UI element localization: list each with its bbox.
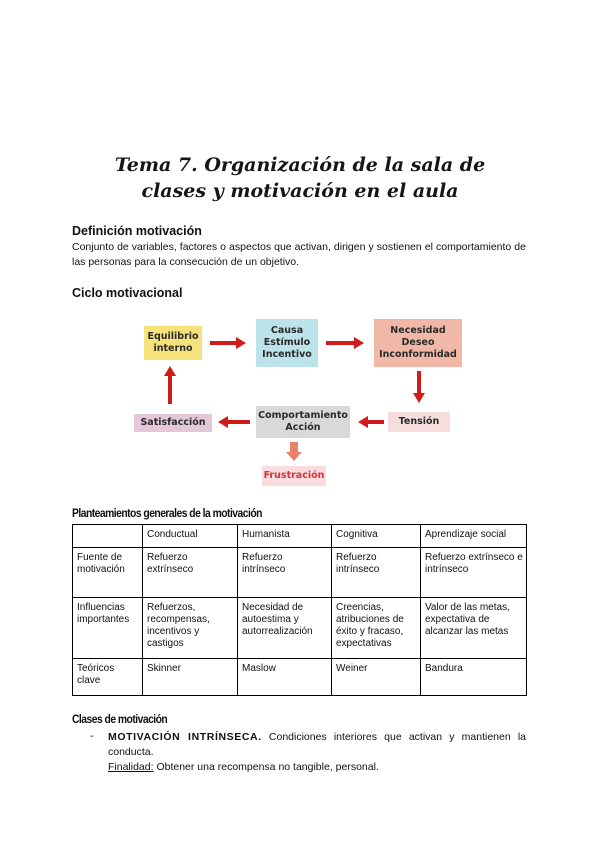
clases-heading: Clases de motivación [72,712,168,726]
finalidad-label: Finalidad: [108,761,154,773]
definicion-text: Conjunto de variables, factores o aspectos que activan, dirigen y sostienen el comportamiento de las personas para la consecución de un objetivo. [72,241,526,268]
definicion-heading: Definición motivación [72,224,202,238]
list-item [108,730,526,760]
table-cell: Refuerzo intrínseco [238,548,332,598]
node-frustracion: Frustración [262,466,326,486]
node-equilibrio-l1: Equilibrio [147,331,199,342]
table-header-cell [73,525,143,548]
table-cell: Skinner [143,659,238,696]
table-cell: Weiner [332,659,421,696]
table-cell: Valor de las metas, expectativa de alcanzar las metas [421,598,527,659]
node-causa [256,319,318,367]
table-cell: Refuerzo extrínseco [143,548,238,598]
page-title [100,152,500,204]
list-item-label: MOTIVACIÓN INTRÍNSECA. [108,731,262,743]
node-comportamiento-l2: Acción [285,422,321,433]
table-cell: Creencias, atribuciones de éxito y fracaso, expectativas [332,598,421,659]
node-satisfaccion: Satisfacción [134,414,212,432]
table-cell: Necesidad de autoestima y autorrealización [238,598,332,659]
table-row [73,548,527,598]
table-cell: Bandura [421,659,527,696]
node-necesidad [374,319,462,367]
table-cell: Refuerzos, recompensas, incentivos y castigos [143,598,238,659]
table-cell: Fuente de motivación [73,548,143,598]
table-header-row [73,525,527,548]
node-causa-l3: Incentivo [262,349,312,360]
list-bullet: - [90,730,94,742]
finalidad-text: Obtener una recompensa no tangible, personal. [153,761,379,773]
node-necesidad-l3: Inconformidad [379,349,457,360]
table-header-cell: Conductual [143,525,238,548]
table-header-cell: Humanista [238,525,332,548]
title-line-2: clases y motivación en el aula [141,180,459,202]
table-row [73,659,527,696]
table-cell: Refuerzo extrínseco e intrínseco [421,548,527,598]
ciclo-heading: Ciclo motivacional [72,286,183,300]
table-cell: Influencias importantes [73,598,143,659]
node-comportamiento [256,406,350,438]
node-comportamiento-l1: Comportamiento [258,410,348,421]
title-line-1: Tema 7. Organización de la sala de [114,154,486,176]
table-header-cell: Cognitiva [332,525,421,548]
finalidad [108,760,379,775]
list-item-text: Condiciones interiores que activan y mantienen la conducta. [108,731,526,758]
table-header-cell: Aprendizaje social [421,525,527,548]
node-equilibrio [144,326,202,360]
node-tension: Tensión [388,412,450,432]
node-necesidad-l2: Deseo [401,337,435,348]
table-cell: Teóricos clave [73,659,143,696]
table-cell: Refuerzo intrínseco [332,548,421,598]
node-necesidad-l1: Necesidad [390,325,446,336]
ciclo-diagram [130,316,470,488]
node-causa-l1: Causa [270,325,304,336]
table-cell: Maslow [238,659,332,696]
planteamientos-table [72,524,527,696]
node-causa-l2: Estímulo [263,337,311,348]
node-equilibrio-l2: interno [153,343,193,354]
planteamientos-heading: Planteamientos generales de la motivación [72,506,262,520]
table-row [73,598,527,659]
